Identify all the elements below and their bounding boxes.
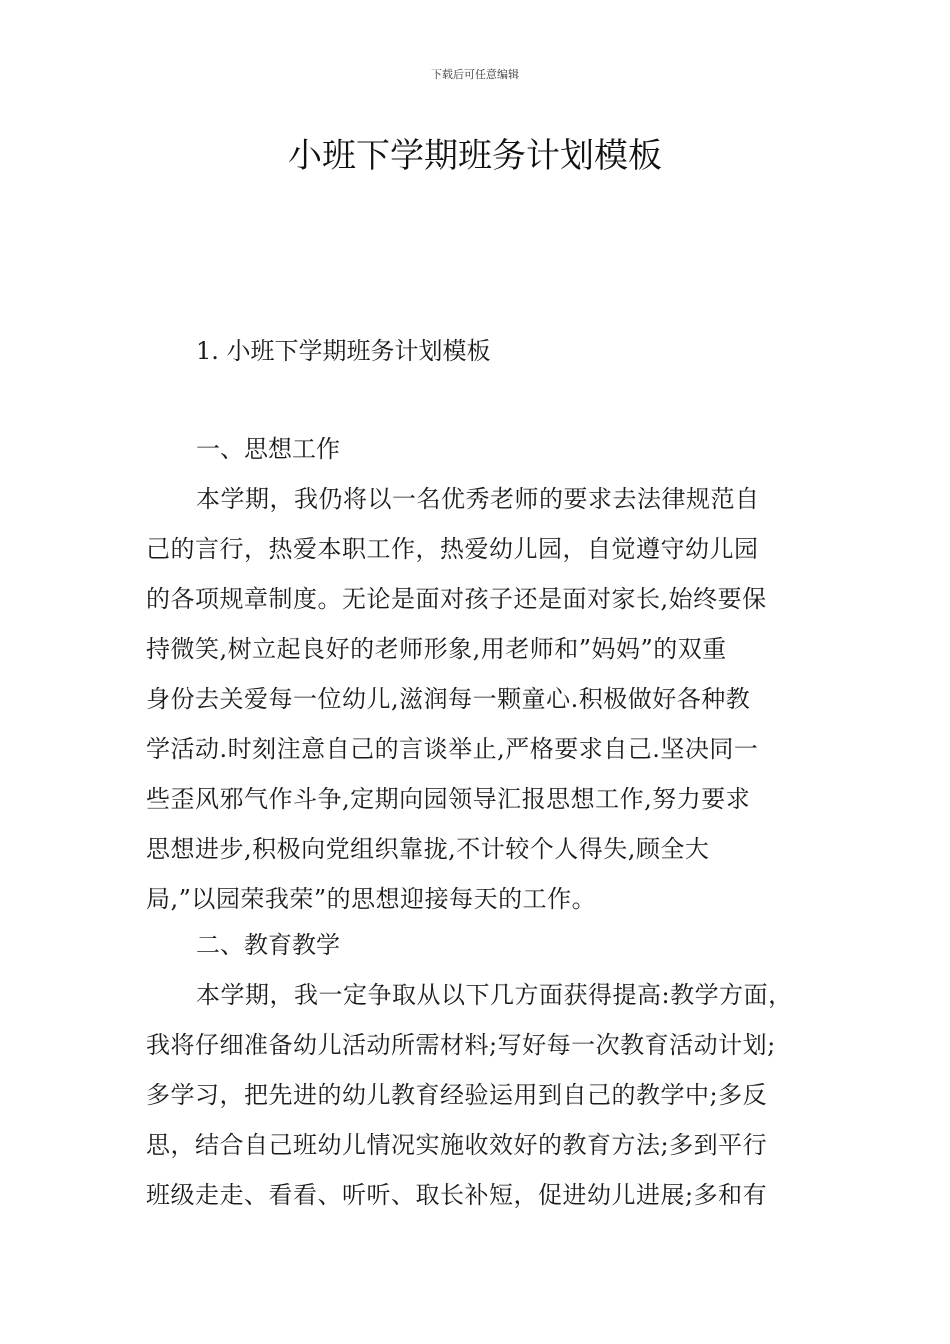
paragraph-line: 持微笑,树立起良好的老师形象,用老师和”妈妈”的双重 (146, 635, 727, 663)
paragraph-line: 身份去关爱每一位幼儿,滋润每一颗童心.积极做好各种教 (146, 685, 751, 713)
subtitle: 1. 小班下学期班务计划模板 (196, 337, 491, 365)
paragraph-line: 学活动.时刻注意自己的言谈举止,严格要求自己.坚决同一 (146, 735, 759, 763)
paragraph-line: 的各项规章制度。无论是面对孩子还是面对家长,始终要保 (146, 585, 767, 613)
paragraph-line: 本学期，我仍将以一名优秀老师的要求去法律规范自 (196, 485, 760, 513)
document-title: 小班下学期班务计划模板 (288, 136, 662, 176)
paragraph-line: 己的言行，热爱本职工作，热爱幼儿园，自觉遵守幼儿园 (146, 535, 759, 563)
paragraph-line: 我将仔细准备幼儿活动所需材料;写好每一次教育活动计划; (146, 1031, 776, 1059)
paragraph-line: 思，结合自己班幼儿情况实施收效好的教育方法;多到平行 (146, 1131, 768, 1159)
section-heading-1: 一、思想工作 (196, 435, 340, 463)
paragraph-line: 班级走走、看看、听听、取长补短，促进幼儿进展;多和有 (146, 1181, 768, 1209)
section-1-paragraph (146, 474, 810, 924)
paragraph-line: 思想进步,积极向党组织靠拢,不计较个人得失,顾全大 (146, 835, 710, 863)
paragraph-line: 多学习，把先进的幼儿教育经验运用到自己的教学中;多反 (146, 1081, 768, 1109)
paragraph-line: 些歪风邪气作斗争,定期向园领导汇报思想工作,努力要求 (146, 785, 751, 813)
paragraph-line: 局,”以园荣我荣”的思想迎接每天的工作。 (146, 885, 597, 913)
section-heading-2: 二、教育教学 (196, 931, 340, 959)
header-note: 下载后可任意编辑 (431, 68, 519, 81)
paragraph-line: 本学期，我一定争取从以下几方面获得提高:教学方面， (196, 981, 793, 1009)
section-2-paragraph (146, 970, 810, 1220)
